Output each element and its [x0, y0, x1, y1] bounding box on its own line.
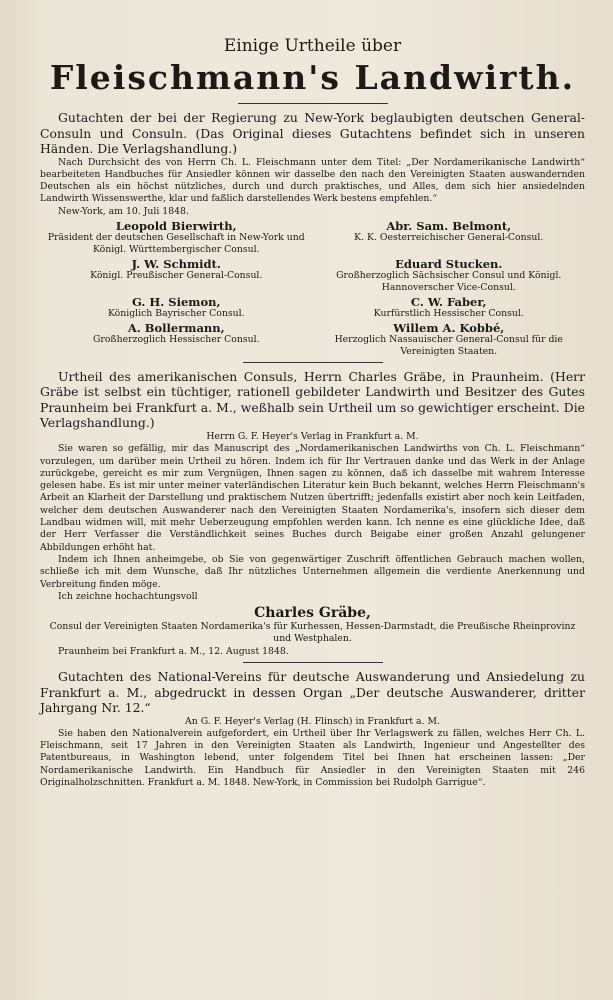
heading-line1: Einige Urtheile über — [223, 36, 402, 56]
document — [40, 36, 585, 789]
signer-name: Leopold Bierwirth, — [115, 218, 237, 233]
divider — [238, 103, 388, 104]
signer-role: Großherzoglich Hessischer Consul. — [92, 333, 260, 345]
section2-greeting: Ich zeichne hochachtungsvoll — [58, 590, 198, 602]
section2-intro: Urtheil des amerikanischen Consuls, Herrn Charles Gräbe, in Praunheim. (Herr Gräbe ist selbst ein tüchtiger, rationell gebildeter Landwirth und Besitzer des Gutes Praunheim bei Frankfurt a. M., weßhalb sein Urtheil um so gewichtiger erscheint. Die Verlagshandlung.) — [40, 368, 585, 431]
signer-name: A. Bollermann, — [127, 320, 225, 335]
section1-intro: Gutachten der bei der Regierung zu New-York beglaubigten deutschen General-Consuln und Consuln. (Das Original dieses Gutachtens befindet sich in unseren Händen. Die Verlagshandlung.) — [40, 110, 585, 156]
section2-address: Herrn G. F. Heyer's Verlag in Frankfurt a. M. — [206, 430, 419, 442]
signer-role: Präsident der deutschen Gesellschaft in New-York und Königl. Württembergischer Consul. — [47, 231, 305, 255]
section3-intro: Gutachten des National-Vereins für deutsche Auswanderung und Ansiedelung zu Frankfurt a. M., abgedruckt in dessen Organ „Der deutsche Auswanderer, dritter Jahrgang Nr. 12.“ — [40, 669, 585, 716]
signers-row — [40, 296, 585, 320]
signer-name: Eduard Stucken. — [395, 256, 503, 271]
signature-name: Charles Gräbe, — [254, 605, 371, 622]
signer-role: Kurfürstlich Hessischer Consul. — [373, 307, 524, 319]
signer-name: Abr. Sam. Belmont, — [386, 218, 512, 233]
section2-body: Indem ich Ihnen anheimgebe, ob Sie von gegenwärtiger Zuschrift öffentlichen Gebrauch machen wollen, schließe ich mit dem Wunsche, daß Ihr nützliches Unternehmen allgemein die verdiente Anerkennung und Verbreitung finden möge. — [40, 553, 585, 590]
signer-role: Großherzoglich Sächsischer Consul und Königl. Hannoverscher Vice-Consul. — [336, 269, 562, 293]
signer-name: Willem A. Kobbé, — [393, 320, 505, 335]
heading-title: Fleischmann's Landwirth. — [49, 58, 576, 97]
signer-name: C. W. Faber, — [410, 294, 487, 309]
section2-date: Praunheim bei Frankfurt a. M., 12. August 1848. — [58, 645, 289, 657]
signer-name: G. H. Siemon, — [132, 294, 221, 309]
signers-row — [40, 220, 585, 256]
signer-role: Königlich Bayrischer Consul. — [107, 307, 245, 319]
signer-name: J. W. Schmidt. — [131, 256, 221, 271]
signature-role: Consul der Vereinigten Staaten Nordamerika's für Kurhessen, Hessen-Darmstadt, die Preußische Rheinprovinz und Westphalen. — [49, 621, 576, 645]
section1-body: Nach Durchsicht des von Herrn Ch. L. Fleischmann unter dem Titel: „Der Nordamerikanische Landwirth“ bearbeiteten Handbuches für Ansiedler können wir dasselbe den nach den Vereinigten Staaten auswandernden Deutschen als ein höchst nützliches, durch und durch praktisches, und Alles, dem sich hier ansiedelnden Landwirth Wissenswerthe, klar und faßlich darstellendes Werk bestens empfehlen.“ — [40, 156, 585, 205]
signer-role: K. K. Oesterreichischer General-Consul. — [354, 231, 544, 243]
signers-row — [40, 322, 585, 358]
section1-date: New-York, am 10. Juli 1848. — [58, 205, 189, 217]
signer-role: Königl. Preußischer General-Consul. — [90, 269, 263, 281]
divider — [243, 662, 383, 663]
divider — [243, 362, 383, 363]
section3-address: An G. F. Heyer's Verlag (H. Flinsch) in Frankfurt a. M. — [185, 715, 440, 727]
signer-role: Herzoglich Nassauischer General-Consul für die Vereinigten Staaten. — [334, 333, 563, 357]
section3-body: Sie haben den Nationalverein aufgefordert, ein Urtheil über Ihr Verlagswerk zu fällen, welches Herr Ch. L. Fleischmann, seit 17 Jahren in den Vereinigten Staaten als Landwirth, Ingenieur und Angestellter des Patentbureaus, in Washington lebend, unter folgendem Titel bei Ihnen hat erscheinen lassen: „Der Nordamerikanische Landwirth. Ein Handbuch für Ansiedler in den Vereinigten Staaten mit 246 Originalholzschnitten. Frankfurt a. M. 1848. New-York, in Commission bei Rudolph Garrigue“. — [40, 727, 585, 789]
section2-body: Sie waren so gefällig, mir das Manuscript des „Nordamerikanischen Landwirths von Ch. L. Fleischmann“ vorzulegen, um darüber mein Urtheil zu hören. Indem ich für Ihr Vertrauen danke und das Werk in der Anlage zurückgebe, gereicht es mir zum Vergnügen, Ihnen sagen zu können, daß ich dasselbe mit wahrem Interesse gelesen habe. Es ist mir unter meiner vaterländischen Literatur kein Buch bekannt, welches Herrn Fleischmann's Arbeit an Klarheit der Darstellung und praktischem Nutzen übertrifft; jedenfalls existirt aber noch kein Leitfaden, welcher dem deutschen Auswanderer nach den Vereinigten Staaten Nordamerika's, insofern sich dieser dem Landbau widmen will, mit mehr Ueberzeugung empfohlen werden kann. Ich nenne es eine glückliche Idee, daß der Herr Verfasser die Verständlichkeit seines Buches durch Beigabe einer großen Anzahl gelungener Abbildungen erhöht hat. — [40, 443, 585, 553]
signers-row — [40, 258, 585, 294]
